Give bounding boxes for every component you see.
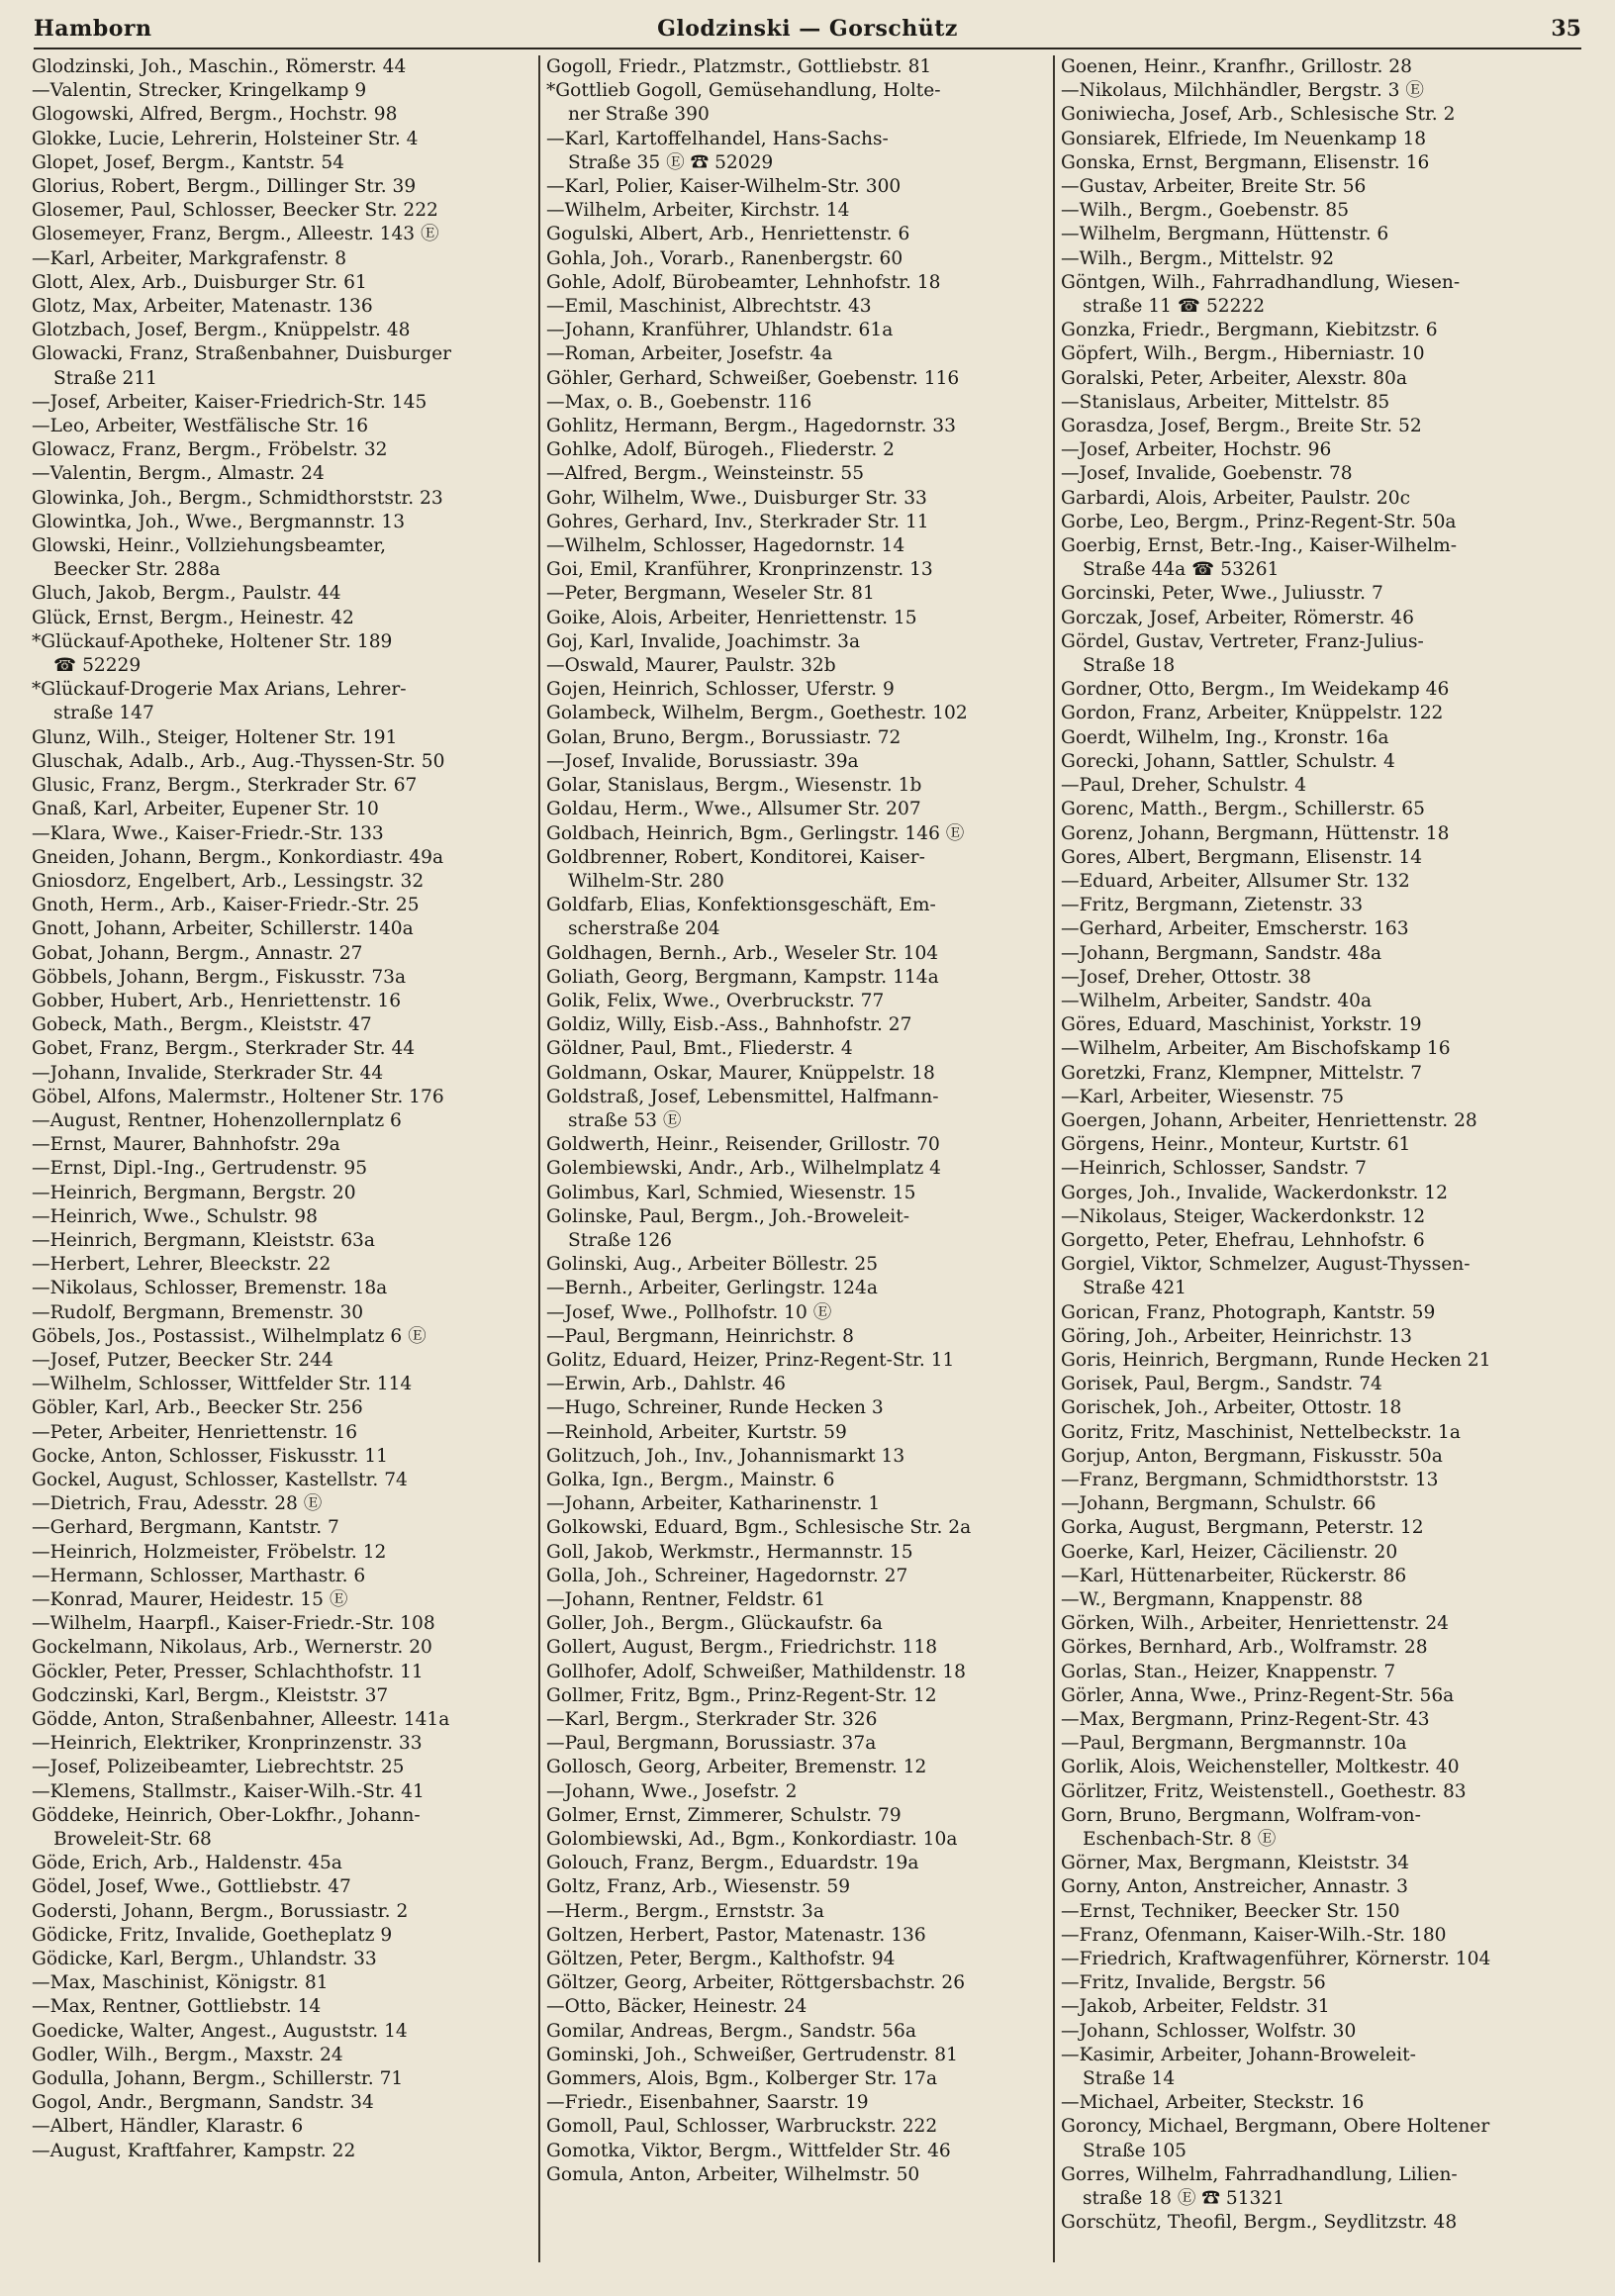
directory-entry-line: Göltzen, Peter, Bergm., Kalthofstr. 94 bbox=[546, 1949, 896, 1970]
directory-entry-line: Golimbus, Karl, Schmied, Wiesenstr. 15 bbox=[546, 1182, 916, 1203]
directory-entry-line: —Wilh., Bergm., Mittelstr. 92 bbox=[1061, 247, 1335, 269]
directory-entry-line: —Karl, Polier, Kaiser-Wilhelm-Str. 300 bbox=[546, 176, 902, 198]
directory-entry-line: —Nikolaus, Schlosser, Bremenstr. 18a bbox=[32, 1278, 388, 1299]
directory-entry-line: —Otto, Bäcker, Heinestr. 24 bbox=[546, 1996, 808, 2018]
directory-entry-line: Goedicke, Walter, Angest., Auguststr. 14 bbox=[32, 2020, 408, 2042]
directory-entry-line: Straße 14 bbox=[1083, 2068, 1176, 2090]
directory-entry-line: Gorischek, Joh., Arbeiter, Ottostr. 18 bbox=[1061, 1397, 1402, 1419]
directory-entry-line: —Wilhelm, Arbeiter, Kirchstr. 14 bbox=[546, 200, 850, 222]
directory-entry-line: —Oswald, Maurer, Paulstr. 32b bbox=[546, 655, 836, 677]
directory-entry-line: Gordon, Franz, Arbeiter, Knüppelstr. 122 bbox=[1061, 703, 1444, 724]
directory-entry-line: Goralski, Peter, Arbeiter, Alexstr. 80a bbox=[1061, 367, 1407, 389]
directory-entry-line: Gollosch, Georg, Arbeiter, Bremenstr. 12 bbox=[546, 1757, 927, 1778]
directory-entry-line: —Friedr., Eisenbahner, Saarstr. 19 bbox=[546, 2092, 869, 2114]
directory-entry-line: Gockel, August, Schlosser, Kastellstr. 74 bbox=[32, 1469, 408, 1490]
directory-entry-line: straße 11 ☎ 52222 bbox=[1083, 296, 1266, 318]
directory-entry-line: —Paul, Dreher, Schulstr. 4 bbox=[1061, 775, 1307, 797]
directory-entry-line: —Heinrich, Wwe., Schulstr. 98 bbox=[32, 1205, 318, 1227]
directory-entry-line: Göldner, Paul, Bmt., Fliederstr. 4 bbox=[546, 1038, 853, 1060]
page-header bbox=[34, 12, 1581, 49]
directory-entry-line: Göntgen, Wilh., Fahrradhandlung, Wiesen- bbox=[1061, 271, 1461, 293]
directory-entry-line: Golinski, Aug., Arbeiter Böllestr. 25 bbox=[546, 1254, 879, 1276]
directory-entry-line: —Rudolf, Bergmann, Bremenstr. 30 bbox=[32, 1301, 364, 1323]
directory-entry-line: Golan, Bruno, Bergm., Borussiastr. 72 bbox=[546, 726, 902, 748]
directory-entry-line: Gohle, Adolf, Bürobeamter, Lehnhofstr. 18 bbox=[546, 271, 941, 293]
directory-entry-line: Gordner, Otto, Bergm., Im Weidekamp 46 bbox=[1061, 679, 1450, 701]
directory-entry-line: Göpfert, Wilh., Bergm., Hiberniastr. 10 bbox=[1061, 343, 1425, 365]
running-head-range: Glodzinski — Gorschütz bbox=[657, 16, 958, 42]
directory-entry-line: Gödde, Anton, Straßenbahner, Alleestr. 141a bbox=[32, 1709, 450, 1731]
directory-entry-line: Gocke, Anton, Schlosser, Fiskusstr. 11 bbox=[32, 1445, 388, 1467]
directory-entry-line: Gobet, Franz, Bergm., Sterkrader Str. 44 bbox=[32, 1038, 416, 1060]
directory-entry-line: Goenen, Heinr., Kranfhr., Grillostr. 28 bbox=[1061, 56, 1412, 77]
directory-entry-line: Gohlitz, Hermann, Bergm., Hagedornstr. 33 bbox=[546, 416, 956, 437]
directory-entry-line: Gogol, Andr., Bergmann, Sandstr. 34 bbox=[32, 2092, 374, 2114]
directory-entry-line: —Paul, Bergmann, Bergmannstr. 10a bbox=[1061, 1733, 1407, 1755]
directory-entry-line: Gogulski, Albert, Arb., Henriettenstr. 6 bbox=[546, 224, 910, 245]
directory-entry-line: —Nikolaus, Steiger, Wackerdonkstr. 12 bbox=[1061, 1205, 1426, 1227]
directory-entry-line: Goldfarb, Elias, Konfektionsgeschäft, Em- bbox=[546, 895, 936, 916]
directory-entry-line: Straße 421 bbox=[1083, 1278, 1188, 1299]
directory-entry-line: Gneiden, Johann, Bergm., Konkordiastr. 49a bbox=[32, 846, 444, 868]
directory-entry-line: Glopet, Josef, Bergm., Kantstr. 54 bbox=[32, 151, 345, 173]
directory-entry-line: —Wilhelm, Arbeiter, Am Bischofskamp 16 bbox=[1061, 1038, 1451, 1060]
directory-entry-line: Glodzinski, Joh., Maschin., Römerstr. 44 bbox=[32, 56, 407, 77]
directory-entry-line: —Paul, Bergmann, Borussiastr. 37a bbox=[546, 1733, 877, 1755]
directory-entry-line: —Roman, Arbeiter, Josefstr. 4a bbox=[546, 343, 833, 365]
directory-entry-line: Goris, Heinrich, Bergmann, Runde Hecken 21 bbox=[1061, 1349, 1491, 1371]
directory-entry-line: —Wilhelm, Schlosser, Hagedornstr. 14 bbox=[546, 535, 905, 557]
directory-entry-line: Göde, Erich, Arb., Haldenstr. 45a bbox=[32, 1853, 342, 1874]
directory-entry-line: Golinske, Paul, Bergm., Joh.-Broweleit- bbox=[546, 1205, 910, 1227]
directory-entry-line: Göbler, Karl, Arb., Beecker Str. 256 bbox=[32, 1397, 363, 1419]
directory-entry-line: Golitz, Eduard, Heizer, Prinz-Regent-Str. 11 bbox=[546, 1349, 955, 1371]
directory-entry-line: Glowintka, Joh., Wwe., Bergmannstr. 13 bbox=[32, 511, 406, 532]
directory-entry-line: —Jakob, Arbeiter, Feldstr. 31 bbox=[1061, 1996, 1330, 2018]
directory-entry-line: —Paul, Bergmann, Heinrichstr. 8 bbox=[546, 1325, 854, 1347]
directory-entry-line: Goll, Jakob, Werkmstr., Hermannstr. 15 bbox=[546, 1541, 913, 1563]
directory-entry-line: —Klara, Wwe., Kaiser-Friedr.-Str. 133 bbox=[32, 822, 384, 844]
directory-entry-line: Gorasdza, Josef, Bergm., Breite Str. 52 bbox=[1061, 416, 1422, 437]
directory-entry-line: Goerbig, Ernst, Betr.-Ing., Kaiser-Wilhelm- bbox=[1061, 535, 1458, 557]
directory-entry-line: Gorczak, Josef, Arbeiter, Römerstr. 46 bbox=[1061, 607, 1414, 628]
directory-entry-line: Godczinski, Karl, Bergm., Kleiststr. 37 bbox=[32, 1684, 389, 1706]
directory-entry-line: Gorenc, Matth., Bergm., Schillerstr. 65 bbox=[1061, 799, 1425, 820]
directory-entry-line: Straße 18 bbox=[1083, 655, 1176, 677]
directory-entry-line: —Max, Maschinist, Königstr. 81 bbox=[32, 1972, 329, 1994]
directory-entry-line: —Karl, Hüttenarbeiter, Rückerstr. 86 bbox=[1061, 1565, 1407, 1586]
directory-entry-line: —Leo, Arbeiter, Westfälische Str. 16 bbox=[32, 416, 369, 437]
directory-entry-line: —Stanislaus, Arbeiter, Mittelstr. 85 bbox=[1061, 391, 1390, 413]
directory-entry-line: Göbel, Alfons, Malermstr., Holtener Str. 176 bbox=[32, 1086, 444, 1107]
directory-entry-line: Gorges, Joh., Invalide, Wackerdonkstr. 12 bbox=[1061, 1182, 1448, 1203]
directory-entry-line: Gomotka, Viktor, Bergm., Wittfelder Str. 46 bbox=[546, 2140, 951, 2161]
directory-entry-line: Gluch, Jakob, Bergm., Paulstr. 44 bbox=[32, 583, 341, 605]
directory-entry-line: Goldmann, Oskar, Maurer, Knüppelstr. 18 bbox=[546, 1062, 935, 1084]
directory-entry-line: Gorcinski, Peter, Wwe., Juliusstr. 7 bbox=[1061, 583, 1383, 605]
directory-entry-line: —Franz, Ofenmann, Kaiser-Wilh.-Str. 180 bbox=[1061, 1924, 1447, 1946]
directory-entry-line: Glotzbach, Josef, Bergm., Knüppelstr. 48 bbox=[32, 320, 411, 341]
directory-entry-line: Goldstraß, Josef, Lebensmittel, Halfmann- bbox=[546, 1086, 939, 1107]
directory-entry-line: Gorres, Wilhelm, Fahrradhandlung, Lilien- bbox=[1061, 2163, 1458, 2185]
directory-entry-line: Gorican, Franz, Photograph, Kantstr. 59 bbox=[1061, 1301, 1436, 1323]
directory-entry-line: Beecker Str. 288a bbox=[53, 559, 221, 581]
directory-entry-line: Goike, Alois, Arbeiter, Henriettenstr. 15 bbox=[546, 607, 917, 628]
directory-entry-line: Göckler, Peter, Presser, Schlachthofstr. 11 bbox=[32, 1661, 424, 1682]
directory-entry-line: Glogowski, Alfred, Bergm., Hochstr. 98 bbox=[32, 104, 398, 126]
directory-entry-line: Straße 105 bbox=[1083, 2140, 1188, 2161]
directory-entry-line: Gonsiarek, Elfriede, Im Neuenkamp 18 bbox=[1061, 128, 1427, 149]
directory-entry-line: Gorn, Bruno, Bergmann, Wolfram-von- bbox=[1061, 1804, 1421, 1826]
directory-entry-line: Glotz, Max, Arbeiter, Matenastr. 136 bbox=[32, 296, 373, 318]
directory-entry-line: Glowacz, Franz, Bergm., Fröbelstr. 32 bbox=[32, 439, 388, 461]
directory-entry-line: Gnott, Johann, Arbeiter, Schillerstr. 140a bbox=[32, 918, 414, 940]
directory-entry-line: Gollhofer, Adolf, Schweißer, Mathildenstr. 18 bbox=[546, 1661, 966, 1682]
directory-entry-line: Golka, Ign., Bergm., Mainstr. 6 bbox=[546, 1469, 835, 1490]
directory-entry-line: Glowski, Heinr., Vollziehungsbeamter, bbox=[32, 535, 386, 557]
directory-entry-line: —Max, Bergmann, Prinz-Regent-Str. 43 bbox=[1061, 1709, 1430, 1731]
directory-entry-line: Gorlas, Stan., Heizer, Knappenstr. 7 bbox=[1061, 1661, 1396, 1682]
directory-entry-line: —Johann, Bergmann, Schulstr. 66 bbox=[1061, 1493, 1377, 1515]
directory-entry-line: Gogoll, Friedr., Platzmstr., Gottliebstr. 81 bbox=[546, 56, 932, 77]
directory-entry-line: Gorbe, Leo, Bergm., Prinz-Regent-Str. 50a bbox=[1061, 511, 1457, 532]
directory-entry-line: Gniosdorz, Engelbert, Arb., Lessingstr. 32 bbox=[32, 870, 425, 892]
directory-entry-line: —Hugo, Schreiner, Runde Hecken 3 bbox=[546, 1397, 884, 1419]
directory-entry-line: Goretzki, Franz, Klempner, Mittelstr. 7 bbox=[1061, 1062, 1423, 1084]
directory-entry-line: —W., Bergmann, Knappenstr. 88 bbox=[1061, 1589, 1364, 1610]
directory-column-2 bbox=[546, 55, 1047, 2282]
directory-entry-line: Gomilar, Andreas, Bergm., Sandstr. 56a bbox=[546, 2020, 916, 2042]
directory-entry-line: Gobeck, Math., Bergm., Kleiststr. 47 bbox=[32, 1014, 372, 1036]
directory-entry-line: Gorgiel, Viktor, Schmelzer, August-Thyssen- bbox=[1061, 1254, 1471, 1276]
directory-entry-line: —Valentin, Strecker, Kringelkamp 9 bbox=[32, 80, 367, 102]
directory-entry-line: Gödel, Josef, Wwe., Gottliebstr. 47 bbox=[32, 1876, 351, 1898]
directory-entry-line: —Heinrich, Elektriker, Kronprinzenstr. 33 bbox=[32, 1733, 423, 1755]
directory-entry-line: Glunz, Wilh., Steiger, Holtener Str. 191 bbox=[32, 726, 398, 748]
directory-entry-line: —Wilhelm, Bergmann, Hüttenstr. 6 bbox=[1061, 224, 1389, 245]
directory-entry-line: Goliath, Georg, Bergmann, Kampstr. 114a bbox=[546, 966, 939, 988]
directory-entry-line: Goldhagen, Bernh., Arb., Weseler Str. 104 bbox=[546, 942, 939, 964]
directory-entry-line: Gonzka, Friedr., Bergmann, Kiebitzstr. 6 bbox=[1061, 320, 1438, 341]
directory-entry-line: Golla, Joh., Schreiner, Hagedornstr. 27 bbox=[546, 1565, 908, 1586]
directory-entry-line: —Karl, Arbeiter, Wiesenstr. 75 bbox=[1061, 1086, 1345, 1107]
directory-entry-line: Goroncy, Michael, Bergmann, Obere Holtener bbox=[1061, 2116, 1490, 2138]
directory-entry-line: —Johann, Schlosser, Wolfstr. 30 bbox=[1061, 2020, 1357, 2042]
directory-entry-line: —Fritz, Invalide, Bergstr. 56 bbox=[1061, 1972, 1326, 1994]
directory-entry-line: Golar, Stanislaus, Bergm., Wiesenstr. 1b bbox=[546, 775, 922, 797]
directory-entry-line: —Wilh., Bergm., Goebenstr. 85 bbox=[1061, 200, 1350, 222]
directory-entry-line: —Gustav, Arbeiter, Breite Str. 56 bbox=[1061, 176, 1367, 198]
directory-entry-line: —Peter, Arbeiter, Henriettenstr. 16 bbox=[32, 1421, 358, 1443]
directory-entry-line: —Johann, Invalide, Sterkrader Str. 44 bbox=[32, 1062, 384, 1084]
directory-entry-line: *Gottlieb Gogoll, Gemüsehandlung, Holte- bbox=[546, 80, 941, 102]
directory-entry-line: —Johann, Arbeiter, Katharinenstr. 1 bbox=[546, 1493, 881, 1515]
directory-entry-line: —Heinrich, Holzmeister, Fröbelstr. 12 bbox=[32, 1541, 387, 1563]
directory-entry-line: —Konrad, Maurer, Heidestr. 15 Ⓔ bbox=[32, 1589, 348, 1610]
directory-entry-line: Gores, Albert, Bergmann, Elisenstr. 14 bbox=[1061, 846, 1423, 868]
directory-entry-line: —Johann, Kranführer, Uhlandstr. 61a bbox=[546, 320, 894, 341]
directory-entry-line: —Max, Rentner, Gottliebstr. 14 bbox=[32, 1996, 322, 2018]
directory-entry-line: Gobat, Johann, Bergm., Annastr. 27 bbox=[32, 942, 363, 964]
directory-entry-line: Goj, Karl, Invalide, Joachimstr. 3a bbox=[546, 630, 861, 652]
directory-entry-line: —Alfred, Bergm., Weinsteinstr. 55 bbox=[546, 463, 865, 485]
directory-entry-line: —Ernst, Techniker, Beecker Str. 150 bbox=[1061, 1900, 1400, 1922]
directory-entry-line: Straße 35 Ⓔ ☎ 52029 bbox=[568, 151, 774, 173]
column-divider bbox=[1053, 55, 1055, 2262]
directory-entry-line: —Josef, Putzer, Beecker Str. 244 bbox=[32, 1349, 333, 1371]
directory-entry-line: Gohlke, Adolf, Bürogeh., Fliederstr. 2 bbox=[546, 439, 896, 461]
directory-entry-line: —Dietrich, Frau, Adesstr. 28 Ⓔ bbox=[32, 1493, 323, 1515]
directory-entry-line: Göbbels, Johann, Bergm., Fiskusstr. 73a bbox=[32, 966, 407, 988]
directory-entry-line: Gluschak, Adalb., Arb., Aug.-Thyssen-Str. 50 bbox=[32, 750, 445, 772]
directory-entry-line: —Wilhelm, Schlosser, Wittfelder Str. 114 bbox=[32, 1374, 413, 1395]
directory-entry-line: Gonska, Ernst, Bergmann, Elisenstr. 16 bbox=[1061, 151, 1430, 173]
directory-entry-line: ner Straße 390 bbox=[568, 104, 710, 126]
column-divider bbox=[538, 55, 540, 2262]
directory-entry-line: Golombiewski, Ad., Bgm., Konkordiastr. 10a bbox=[546, 1829, 958, 1851]
directory-entry-line: Goltzen, Herbert, Pastor, Matenastr. 136 bbox=[546, 1924, 926, 1946]
directory-entry-line: —Herm., Bergm., Ernststr. 3a bbox=[546, 1900, 824, 1922]
directory-entry-line: *Glückauf-Drogerie Max Arians, Lehrer- bbox=[32, 679, 407, 701]
directory-entry-line: Glorius, Robert, Bergm., Dillinger Str. 39 bbox=[32, 176, 417, 198]
directory-entry-line: —Wilhelm, Haarpfl., Kaiser-Friedr.-Str. 108 bbox=[32, 1613, 435, 1635]
directory-entry-line: —Johann, Rentner, Feldstr. 61 bbox=[546, 1589, 826, 1610]
directory-column-1 bbox=[32, 55, 532, 2282]
directory-entry-line: Golkowski, Eduard, Bgm., Schlesische Str. 2a bbox=[546, 1517, 972, 1539]
directory-entry-line: —Karl, Bergm., Sterkrader Str. 326 bbox=[546, 1709, 878, 1731]
directory-entry-line: —Max, o. B., Goebenstr. 116 bbox=[546, 391, 812, 413]
directory-entry-line: Gnaß, Karl, Arbeiter, Eupener Str. 10 bbox=[32, 799, 379, 820]
directory-entry-line: Glowacki, Franz, Straßenbahner, Duisburger bbox=[32, 343, 452, 365]
directory-entry-line: Golitzuch, Joh., Inv., Johannismarkt 13 bbox=[546, 1445, 905, 1467]
directory-entry-line: —Emil, Maschinist, Albrechtstr. 43 bbox=[546, 296, 872, 318]
directory-entry-line: Göbels, Jos., Postassist., Wilhelmplatz 6 Ⓔ bbox=[32, 1325, 427, 1347]
directory-entry-line: —Bernh., Arbeiter, Gerlingstr. 124a bbox=[546, 1278, 878, 1299]
directory-entry-line: Gorenz, Johann, Bergmann, Hüttenstr. 18 bbox=[1061, 822, 1450, 844]
directory-entry-line: Glott, Alex, Arb., Duisburger Str. 61 bbox=[32, 271, 367, 293]
directory-entry-line: Gominski, Joh., Schweißer, Gertrudenstr. 81 bbox=[546, 2044, 958, 2065]
directory-entry-line: Goi, Emil, Kranführer, Kronprinzenstr. 13 bbox=[546, 559, 933, 581]
directory-entry-line: Görken, Wilh., Arbeiter, Henriettenstr. 24 bbox=[1061, 1613, 1449, 1635]
directory-entry-line: Gorny, Anton, Anstreicher, Annastr. 3 bbox=[1061, 1876, 1408, 1898]
directory-entry-line: Göres, Eduard, Maschinist, Yorkstr. 19 bbox=[1061, 1014, 1422, 1036]
directory-entry-line: Garbardi, Alois, Arbeiter, Paulstr. 20c bbox=[1061, 487, 1410, 509]
directory-entry-line: Goltz, Franz, Arb., Wiesenstr. 59 bbox=[546, 1876, 851, 1898]
page-number: 35 bbox=[1551, 16, 1581, 42]
directory-entry-line: ☎ 52229 bbox=[53, 655, 142, 677]
directory-entry-line: —Josef, Dreher, Ottostr. 38 bbox=[1061, 966, 1311, 988]
directory-entry-line: Glosemeyer, Franz, Bergm., Alleestr. 143 Ⓔ bbox=[32, 224, 439, 245]
directory-entry-line: Goldbrenner, Robert, Konditorei, Kaiser- bbox=[546, 846, 925, 868]
directory-entry-line: —Josef, Arbeiter, Kaiser-Friedrich-Str. 145 bbox=[32, 391, 428, 413]
directory-entry-line: —Heinrich, Bergmann, Kleiststr. 63a bbox=[32, 1229, 375, 1251]
directory-entry-line: Godulla, Johann, Bergm., Schillerstr. 71 bbox=[32, 2068, 404, 2090]
directory-entry-line: Gorecki, Johann, Sattler, Schulstr. 4 bbox=[1061, 750, 1395, 772]
directory-entry-line: Goerdt, Wilhelm, Ing., Kronstr. 16a bbox=[1061, 726, 1389, 748]
directory-entry-line: —Klemens, Stallmstr., Kaiser-Wilh.-Str. 41 bbox=[32, 1780, 425, 1802]
directory-entry-line: —Josef, Wwe., Pollhofstr. 10 Ⓔ bbox=[546, 1301, 832, 1323]
directory-entry-line: Göhler, Gerhard, Schweißer, Goebenstr. 116 bbox=[546, 367, 960, 389]
directory-entry-line: —Gerhard, Arbeiter, Emscherstr. 163 bbox=[1061, 918, 1409, 940]
directory-entry-line: Gödicke, Fritz, Invalide, Goetheplatz 9 bbox=[32, 1924, 393, 1946]
directory-entry-line: —Erwin, Arb., Dahlstr. 46 bbox=[546, 1374, 786, 1395]
directory-entry-line: Gnoth, Herm., Arb., Kaiser-Friedr.-Str. 25 bbox=[32, 895, 420, 916]
directory-entry-line: Gorgetto, Peter, Ehefrau, Lehnhofstr. 6 bbox=[1061, 1229, 1425, 1251]
directory-entry-line: Goldbach, Heinrich, Bgm., Gerlingstr. 146 Ⓔ bbox=[546, 822, 965, 844]
directory-entry-line: Göltzer, Georg, Arbeiter, Röttgersbachstr. 26 bbox=[546, 1972, 966, 1994]
directory-entry-line: Gojen, Heinrich, Schlosser, Uferstr. 9 bbox=[546, 679, 895, 701]
directory-entry-line: straße 147 bbox=[53, 703, 154, 724]
directory-entry-line: Goller, Joh., Bergm., Glückaufstr. 6a bbox=[546, 1613, 883, 1635]
directory-entry-line: Goldau, Herm., Wwe., Allsumer Str. 207 bbox=[546, 799, 921, 820]
directory-entry-line: Goritz, Fritz, Maschinist, Nettelbeckstr. 1a bbox=[1061, 1421, 1461, 1443]
directory-entry-line: Gomula, Anton, Arbeiter, Wilhelmstr. 50 bbox=[546, 2163, 920, 2185]
directory-entry-line: Wilhelm-Str. 280 bbox=[568, 870, 724, 892]
directory-entry-line: —Heinrich, Bergmann, Bergstr. 20 bbox=[32, 1182, 356, 1203]
directory-entry-line: Gorschütz, Theofil, Bergm., Seydlitzstr. 48 bbox=[1061, 2212, 1458, 2234]
directory-entry-line: Gommers, Alois, Bgm., Kolberger Str. 17a bbox=[546, 2068, 938, 2090]
directory-entry-line: Golmer, Ernst, Zimmerer, Schulstr. 79 bbox=[546, 1804, 902, 1826]
directory-entry-line: —Friedrich, Kraftwagenführer, Körnerstr. 104 bbox=[1061, 1949, 1491, 1970]
directory-entry-line: Goniwiecha, Josef, Arb., Schlesische Str. 2 bbox=[1061, 104, 1456, 126]
directory-entry-line: Golambeck, Wilhelm, Bergm., Goethestr. 102 bbox=[546, 703, 968, 724]
directory-entry-line: —Franz, Bergmann, Schmidthorststr. 13 bbox=[1061, 1469, 1439, 1490]
directory-entry-line: —August, Rentner, Hohenzollernplatz 6 bbox=[32, 1109, 402, 1131]
directory-entry-line: —Ernst, Dipl.-Ing., Gertrudenstr. 95 bbox=[32, 1158, 368, 1180]
directory-entry-line: Gorisek, Paul, Bergm., Sandstr. 74 bbox=[1061, 1374, 1382, 1395]
directory-entry-line: —Karl, Arbeiter, Markgrafenstr. 8 bbox=[32, 247, 347, 269]
directory-entry-line: —Johann, Bergmann, Sandstr. 48a bbox=[1061, 942, 1382, 964]
directory-entry-line: Göring, Joh., Arbeiter, Heinrichstr. 13 bbox=[1061, 1325, 1412, 1347]
directory-entry-line: Straße 211 bbox=[53, 367, 158, 389]
directory-entry-line: —Michael, Arbeiter, Steckstr. 16 bbox=[1061, 2092, 1365, 2114]
running-head-city: Hamborn bbox=[34, 16, 152, 42]
directory-entry-line: Gollmer, Fritz, Bgm., Prinz-Regent-Str. 12 bbox=[546, 1684, 937, 1706]
directory-entry-line: straße 53 Ⓔ bbox=[568, 1109, 682, 1131]
directory-entry-line: Gorlik, Alois, Weichensteller, Moltkestr. 40 bbox=[1061, 1757, 1460, 1778]
directory-entry-line: —Eduard, Arbeiter, Allsumer Str. 132 bbox=[1061, 870, 1410, 892]
directory-entry-line: —Valentin, Bergm., Almastr. 24 bbox=[32, 463, 325, 485]
directory-entry-line: Golembiewski, Andr., Arb., Wilhelmplatz 4 bbox=[546, 1158, 941, 1180]
directory-entry-line: Glowinka, Joh., Bergm., Schmidthorststr. 23 bbox=[32, 487, 443, 509]
directory-entry-line: Gohla, Joh., Vorarb., Ranenbergstr. 60 bbox=[546, 247, 903, 269]
directory-entry-line: Glück, Ernst, Bergm., Heinestr. 42 bbox=[32, 607, 354, 628]
directory-entry-line: Görlitzer, Fritz, Weistenstell., Goethestr. 83 bbox=[1061, 1780, 1467, 1802]
directory-entry-line: Goerke, Karl, Heizer, Cäcilienstr. 20 bbox=[1061, 1541, 1398, 1563]
directory-entry-line: —Ernst, Maurer, Bahnhofstr. 29a bbox=[32, 1134, 340, 1156]
directory-entry-line: Godler, Wilh., Bergm., Maxstr. 24 bbox=[32, 2044, 343, 2065]
directory-column-3 bbox=[1061, 55, 1589, 2282]
directory-entry-line: Gollert, August, Bergm., Friedrichstr. 118 bbox=[546, 1637, 938, 1659]
directory-entry-line: straße 18 Ⓔ ☎ 51321 bbox=[1083, 2188, 1285, 2210]
directory-entry-line: Gohres, Gerhard, Inv., Sterkrader Str. 11 bbox=[546, 511, 929, 532]
directory-entry-line: Gohr, Wilhelm, Wwe., Duisburger Str. 33 bbox=[546, 487, 927, 509]
directory-entry-line: Golik, Felix, Wwe., Overbruckstr. 77 bbox=[546, 990, 885, 1011]
directory-entry-line: Eschenbach-Str. 8 Ⓔ bbox=[1083, 1829, 1277, 1851]
directory-entry-line: —Josef, Arbeiter, Hochstr. 96 bbox=[1061, 439, 1332, 461]
directory-entry-line: Gördel, Gustav, Vertreter, Franz-Julius- bbox=[1061, 630, 1424, 652]
directory-entry-line: —Wilhelm, Arbeiter, Sandstr. 40a bbox=[1061, 990, 1373, 1011]
directory-entry-line: —Josef, Polizeibeamter, Liebrechtstr. 25 bbox=[32, 1757, 405, 1778]
directory-entry-line: Goldwerth, Heinr., Reisender, Grillostr. 70 bbox=[546, 1134, 940, 1156]
directory-entry-line: Goldiz, Willy, Eisb.-Ass., Bahnhofstr. 27 bbox=[546, 1014, 912, 1036]
directory-entry-line: Glokke, Lucie, Lehrerin, Holsteiner Str. 4 bbox=[32, 128, 419, 149]
directory-entry-line: —Reinhold, Arbeiter, Kurtstr. 59 bbox=[546, 1421, 847, 1443]
directory-entry-line: Glusic, Franz, Bergm., Sterkrader Str. 67 bbox=[32, 775, 418, 797]
directory-entry-line: —Peter, Bergmann, Weseler Str. 81 bbox=[546, 583, 875, 605]
directory-entry-line: —Heinrich, Schlosser, Sandstr. 7 bbox=[1061, 1158, 1368, 1180]
directory-entry-line: —Josef, Invalide, Borussiastr. 39a bbox=[546, 750, 859, 772]
directory-entry-line: Glosemer, Paul, Schlosser, Beecker Str. 222 bbox=[32, 200, 438, 222]
directory-entry-line: —Karl, Kartoffelhandel, Hans-Sachs- bbox=[546, 128, 889, 149]
directory-entry-line: —Kasimir, Arbeiter, Johann-Broweleit- bbox=[1061, 2044, 1416, 2065]
directory-entry-line: —Johann, Wwe., Josefstr. 2 bbox=[546, 1780, 798, 1802]
directory-entry-line: Gorjup, Anton, Bergmann, Fiskusstr. 50a bbox=[1061, 1445, 1443, 1467]
directory-entry-line: —Nikolaus, Milchhändler, Bergstr. 3 Ⓔ bbox=[1061, 80, 1424, 102]
directory-entry-line: Gockelmann, Nikolaus, Arb., Wernerstr. 20 bbox=[32, 1637, 432, 1659]
directory-entry-line: Görgens, Heinr., Monteur, Kurtstr. 61 bbox=[1061, 1134, 1411, 1156]
directory-entry-line: —Fritz, Bergmann, Zietenstr. 33 bbox=[1061, 895, 1364, 916]
directory-entry-line: Straße 126 bbox=[568, 1229, 673, 1251]
directory-entry-line: Gomoll, Paul, Schlosser, Warbruckstr. 222 bbox=[546, 2116, 938, 2138]
directory-entry-line: —Gerhard, Bergmann, Kantstr. 7 bbox=[32, 1517, 339, 1539]
directory-entry-line: Görler, Anna, Wwe., Prinz-Regent-Str. 56a bbox=[1061, 1684, 1455, 1706]
directory-entry-line: Gobber, Hubert, Arb., Henriettenstr. 16 bbox=[32, 990, 402, 1011]
directory-entry-line: Broweleit-Str. 68 bbox=[53, 1829, 212, 1851]
directory-entry-line: —Herbert, Lehrer, Bleeckstr. 22 bbox=[32, 1254, 332, 1276]
directory-entry-line: —Hermann, Schlosser, Marthastr. 6 bbox=[32, 1565, 366, 1586]
directory-entry-line: Goergen, Johann, Arbeiter, Henriettenstr. 28 bbox=[1061, 1109, 1477, 1131]
directory-entry-line: Görkes, Bernhard, Arb., Wolframstr. 28 bbox=[1061, 1637, 1428, 1659]
directory-entry-line: Golouch, Franz, Bergm., Eduardstr. 19a bbox=[546, 1853, 919, 1874]
directory-entry-line: scherstraße 204 bbox=[568, 918, 720, 940]
directory-entry-line: Straße 44a ☎ 53261 bbox=[1083, 559, 1280, 581]
directory-entry-line: Godersti, Johann, Bergm., Borussiastr. 2 bbox=[32, 1900, 409, 1922]
directory-entry-line: —Albert, Händler, Klarastr. 6 bbox=[32, 2116, 304, 2138]
directory-entry-line: *Glückauf-Apotheke, Holtener Str. 189 bbox=[32, 630, 393, 652]
directory-entry-line: —Josef, Invalide, Goebenstr. 78 bbox=[1061, 463, 1353, 485]
directory-entry-line: —August, Kraftfahrer, Kampstr. 22 bbox=[32, 2140, 356, 2161]
directory-entry-line: Göddeke, Heinrich, Ober-Lokfhr., Johann- bbox=[32, 1804, 421, 1826]
directory-entry-line: Gorka, August, Bergmann, Peterstr. 12 bbox=[1061, 1517, 1424, 1539]
directory-entry-line: Gödicke, Karl, Bergm., Uhlandstr. 33 bbox=[32, 1949, 377, 1970]
directory-entry-line: Görner, Max, Bergmann, Kleiststr. 34 bbox=[1061, 1853, 1410, 1874]
